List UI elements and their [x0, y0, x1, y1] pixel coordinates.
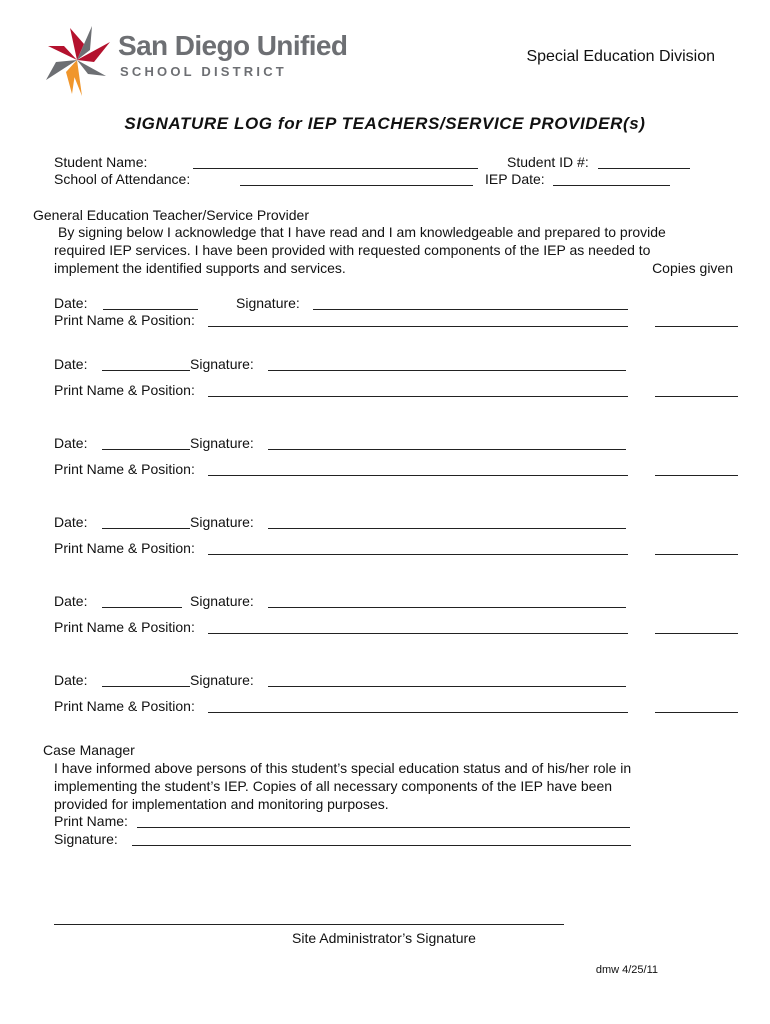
gen-ed-paragraph-line-2: required IEP services. I have been provided with requested components of the IEP as needed to — [54, 242, 651, 258]
signature-label: Signature: — [190, 593, 254, 609]
signature-label: Signature: — [190, 356, 254, 372]
date-field[interactable] — [102, 686, 190, 687]
gen-ed-paragraph-line-1: By signing below I acknowledge that I have read and I am knowledgeable and prepared to provide — [58, 224, 666, 240]
signature-field[interactable] — [268, 607, 626, 608]
case-manager-print-name-label: Print Name: — [54, 813, 128, 829]
date-field[interactable] — [102, 528, 190, 529]
case-manager-paragraph-line-2: implementing the student’s IEP. Copies of all necessary components of the IEP have been — [54, 778, 613, 794]
form-revision-code: dmw 4/25/11 — [595, 964, 658, 976]
signature-field[interactable] — [268, 528, 626, 529]
school-label: School of Attendance: — [54, 171, 191, 187]
student-id-label: Student ID #: — [507, 154, 589, 170]
star-logo-icon — [44, 22, 114, 98]
copies-given-field[interactable] — [655, 554, 738, 555]
date-label: Date: — [54, 295, 88, 311]
date-label: Date: — [54, 672, 88, 688]
district-logo-subtitle: SCHOOL DISTRICT — [120, 64, 287, 79]
date-label: Date: — [54, 514, 88, 530]
iep-date-field[interactable] — [553, 185, 670, 186]
iep-date-label: IEP Date: — [485, 171, 545, 187]
signature-label: Signature: — [190, 514, 254, 530]
signature-field[interactable] — [268, 686, 626, 687]
print-name-label: Print Name & Position: — [54, 312, 195, 328]
student-id-field[interactable] — [598, 168, 690, 169]
print-name-field[interactable] — [208, 554, 628, 555]
print-name-label: Print Name & Position: — [54, 619, 195, 635]
gen-ed-heading: General Education Teacher/Service Provider — [33, 207, 310, 223]
print-name-field[interactable] — [208, 326, 628, 327]
print-name-label: Print Name & Position: — [54, 698, 195, 714]
gen-ed-paragraph-line-3: implement the identified supports and services. — [54, 260, 346, 276]
copies-given-field[interactable] — [655, 712, 738, 713]
date-field[interactable] — [102, 607, 182, 608]
copies-given-header: Copies given — [652, 260, 733, 276]
date-label: Date: — [54, 435, 88, 451]
copies-given-field[interactable] — [655, 633, 738, 634]
date-label: Date: — [54, 593, 88, 609]
print-name-label: Print Name & Position: — [54, 382, 195, 398]
case-manager-heading: Case Manager — [43, 742, 135, 758]
signature-field[interactable] — [313, 309, 628, 310]
date-field[interactable] — [102, 370, 190, 371]
print-name-field[interactable] — [208, 396, 628, 397]
school-field[interactable] — [240, 185, 473, 186]
student-name-label: Student Name: — [54, 154, 148, 170]
signature-field[interactable] — [268, 449, 626, 450]
date-field[interactable] — [102, 449, 190, 450]
case-manager-paragraph-line-3: provided for implementation and monitoring purposes. — [54, 796, 389, 812]
student-name-field[interactable] — [193, 168, 478, 169]
copies-given-field[interactable] — [655, 475, 738, 476]
site-admin-signature-field[interactable] — [54, 924, 564, 925]
date-label: Date: — [54, 356, 88, 372]
print-name-label: Print Name & Position: — [54, 540, 195, 556]
signature-label: Signature: — [236, 295, 300, 311]
signature-label: Signature: — [190, 672, 254, 688]
page-title: SIGNATURE LOG for IEP TEACHERS/SERVICE PROVIDER(s) — [124, 114, 646, 133]
district-logo-name: San Diego Unified — [118, 30, 348, 61]
case-manager-print-name-field[interactable] — [137, 827, 630, 828]
date-field[interactable] — [103, 309, 198, 310]
site-admin-signature-label: Site Administrator’s Signature — [292, 930, 476, 946]
print-name-field[interactable] — [208, 475, 628, 476]
case-manager-signature-field[interactable] — [132, 845, 631, 846]
copies-given-field[interactable] — [655, 326, 738, 327]
signature-label: Signature: — [190, 435, 254, 451]
division-name: Special Education Division — [526, 48, 715, 65]
case-manager-signature-label: Signature: — [54, 831, 118, 847]
print-name-field[interactable] — [208, 633, 628, 634]
copies-given-field[interactable] — [655, 396, 738, 397]
case-manager-paragraph-line-1: I have informed above persons of this student’s special education status and of his/her role in — [54, 760, 632, 776]
signature-field[interactable] — [268, 370, 626, 371]
print-name-label: Print Name & Position: — [54, 461, 195, 477]
print-name-field[interactable] — [208, 712, 628, 713]
